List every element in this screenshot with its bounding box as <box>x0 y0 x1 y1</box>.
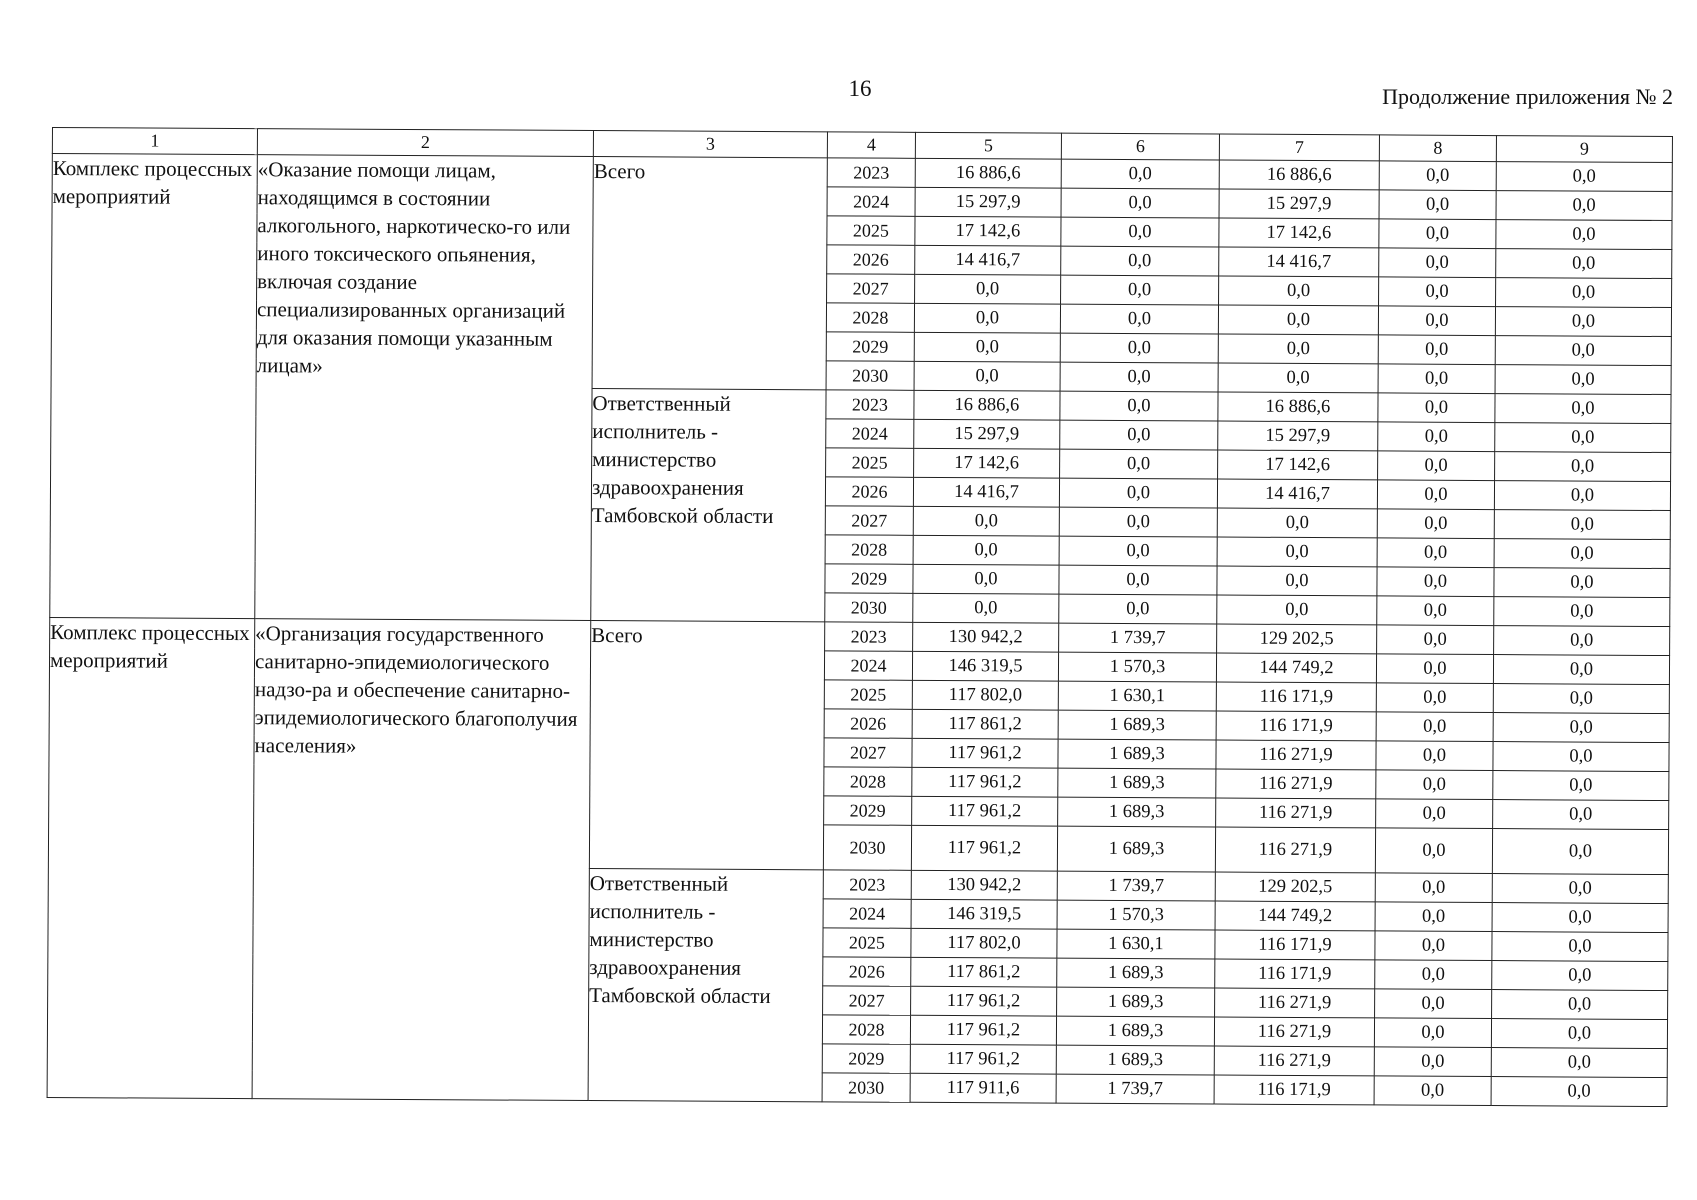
regional-cell: 0,0 <box>1217 537 1377 567</box>
year-cell: 2025 <box>823 928 911 957</box>
regional-cell: 116 171,9 <box>1214 1075 1374 1105</box>
year-cell: 2028 <box>826 303 914 332</box>
regional-cell: 15 297,9 <box>1219 189 1379 219</box>
total-cell: 0,0 <box>913 593 1059 623</box>
year-cell: 2025 <box>827 216 915 245</box>
total-cell: 146 319,5 <box>912 651 1058 681</box>
federal-cell: 1 689,3 <box>1058 768 1216 798</box>
table-body <box>47 154 1672 1107</box>
regional-cell: 0,0 <box>1218 305 1378 335</box>
local-cell: 0,0 <box>1377 509 1494 539</box>
other-cell: 0,0 <box>1493 771 1669 801</box>
federal-cell: 0,0 <box>1059 536 1217 566</box>
total-cell: 17 142,6 <box>914 448 1060 478</box>
federal-cell: 0,0 <box>1060 449 1218 479</box>
other-cell: 0,0 <box>1494 510 1670 540</box>
total-cell: 0,0 <box>913 535 1059 565</box>
federal-cell: 1 689,3 <box>1057 958 1215 988</box>
local-cell: 0,0 <box>1376 741 1493 771</box>
column-number: 2 <box>257 129 593 157</box>
column-number: 1 <box>52 128 257 155</box>
measure-type: Комплекс процессных мероприятий <box>47 617 255 1098</box>
other-cell: 0,0 <box>1494 626 1670 656</box>
local-cell: 0,0 <box>1378 364 1495 394</box>
federal-cell: 0,0 <box>1060 391 1218 421</box>
local-cell: 0,0 <box>1377 625 1494 655</box>
local-cell: 0,0 <box>1377 567 1494 597</box>
other-cell: 0,0 <box>1492 961 1668 991</box>
federal-cell: 1 630,1 <box>1058 681 1216 711</box>
total-cell: 0,0 <box>914 361 1060 391</box>
total-cell: 0,0 <box>914 303 1060 333</box>
federal-cell: 1 689,3 <box>1058 797 1216 827</box>
year-cell: 2028 <box>824 767 912 796</box>
column-number: 6 <box>1061 133 1219 160</box>
other-cell: 0,0 <box>1493 713 1669 743</box>
year-cell: 2027 <box>825 506 913 535</box>
local-cell: 0,0 <box>1375 873 1492 903</box>
total-cell: 0,0 <box>913 564 1059 594</box>
other-cell: 0,0 <box>1494 481 1670 511</box>
total-cell: 0,0 <box>915 274 1061 304</box>
regional-cell: 17 142,6 <box>1218 450 1378 480</box>
federal-cell: 1 689,3 <box>1057 987 1215 1017</box>
total-cell: 14 416,7 <box>913 477 1059 507</box>
page-number: 16 <box>848 76 872 101</box>
year-cell: 2026 <box>827 245 915 274</box>
year-cell: 2026 <box>825 477 913 506</box>
regional-cell: 16 886,6 <box>1218 392 1378 422</box>
total-cell: 117 861,2 <box>912 709 1058 739</box>
year-cell: 2024 <box>823 899 911 928</box>
total-cell: 117 961,2 <box>911 986 1057 1016</box>
regional-cell: 0,0 <box>1217 566 1377 596</box>
other-cell: 0,0 <box>1496 278 1672 308</box>
total-cell: 117 961,2 <box>910 1044 1056 1074</box>
year-cell: 2030 <box>823 825 911 870</box>
federal-cell: 1 739,7 <box>1056 1074 1214 1104</box>
other-cell: 0,0 <box>1495 336 1671 366</box>
other-cell: 0,0 <box>1491 1048 1667 1078</box>
total-cell: 0,0 <box>914 332 1060 362</box>
local-cell: 0,0 <box>1378 335 1495 365</box>
total-cell: 117 961,2 <box>911 825 1057 871</box>
year-cell: 2023 <box>826 390 914 419</box>
local-cell: 0,0 <box>1377 480 1494 510</box>
column-number: 9 <box>1496 136 1672 163</box>
federal-cell: 1 689,3 <box>1057 826 1215 872</box>
local-cell: 0,0 <box>1375 989 1492 1019</box>
year-cell: 2029 <box>826 332 914 361</box>
year-cell: 2023 <box>825 622 913 651</box>
federal-cell: 1 570,3 <box>1057 900 1215 930</box>
federal-cell: 0,0 <box>1060 362 1218 392</box>
local-cell: 0,0 <box>1376 799 1493 829</box>
federal-cell: 0,0 <box>1060 304 1218 334</box>
local-cell: 0,0 <box>1379 161 1496 191</box>
total-cell: 130 942,2 <box>911 870 1057 900</box>
local-cell: 0,0 <box>1374 1047 1491 1077</box>
regional-cell: 17 142,6 <box>1219 218 1379 248</box>
local-cell: 0,0 <box>1375 931 1492 961</box>
regional-cell: 116 271,9 <box>1215 988 1375 1018</box>
year-cell: 2028 <box>825 535 913 564</box>
regional-cell: 16 886,6 <box>1219 160 1379 190</box>
budget-table <box>47 127 1673 1107</box>
federal-cell: 0,0 <box>1060 333 1218 363</box>
year-cell: 2023 <box>827 158 915 187</box>
regional-cell: 116 171,9 <box>1216 711 1376 741</box>
column-number: 8 <box>1379 135 1496 162</box>
year-cell: 2024 <box>824 651 912 680</box>
regional-cell: 116 171,9 <box>1215 959 1375 989</box>
other-cell: 0,0 <box>1491 1077 1667 1107</box>
column-number: 5 <box>915 132 1061 159</box>
other-cell: 0,0 <box>1495 365 1671 395</box>
other-cell: 0,0 <box>1494 568 1670 598</box>
year-cell: 2025 <box>826 448 914 477</box>
other-cell: 0,0 <box>1492 874 1668 904</box>
other-cell: 0,0 <box>1495 452 1671 482</box>
regional-cell: 0,0 <box>1219 276 1379 306</box>
other-cell: 0,0 <box>1494 597 1670 627</box>
regional-cell: 116 271,9 <box>1215 827 1375 873</box>
funding-source: Ответственный исполнитель - министерство здравоохранения Тамбовской области <box>591 389 826 622</box>
continuation-caption: Продолжение приложения № 2 <box>1382 84 1673 109</box>
year-cell: 2027 <box>827 274 915 303</box>
federal-cell: 0,0 <box>1061 159 1219 189</box>
local-cell: 0,0 <box>1374 1018 1491 1048</box>
regional-cell: 116 171,9 <box>1215 930 1375 960</box>
federal-cell: 1 739,7 <box>1057 871 1215 901</box>
local-cell: 0,0 <box>1379 277 1496 307</box>
other-cell: 0,0 <box>1493 684 1669 714</box>
year-cell: 2026 <box>824 709 912 738</box>
funding-source: Ответственный исполнитель - министерство здравоохранения Тамбовской области <box>588 869 823 1102</box>
local-cell: 0,0 <box>1377 538 1494 568</box>
year-cell: 2028 <box>822 1015 910 1044</box>
federal-cell: 1 739,7 <box>1059 623 1217 653</box>
federal-cell: 0,0 <box>1061 188 1219 218</box>
federal-cell: 1 570,3 <box>1058 652 1216 682</box>
column-number: 4 <box>827 132 915 158</box>
federal-cell: 1 689,3 <box>1056 1016 1214 1046</box>
local-cell: 0,0 <box>1376 683 1493 713</box>
year-cell: 2023 <box>823 870 911 899</box>
local-cell: 0,0 <box>1377 596 1494 626</box>
year-cell: 2029 <box>822 1044 910 1073</box>
local-cell: 0,0 <box>1375 960 1492 990</box>
other-cell: 0,0 <box>1496 249 1672 279</box>
other-cell: 0,0 <box>1492 829 1668 875</box>
year-cell: 2030 <box>822 1073 910 1102</box>
total-cell: 117 802,0 <box>912 680 1058 710</box>
year-cell: 2024 <box>826 419 914 448</box>
regional-cell: 129 202,5 <box>1217 624 1377 654</box>
column-number: 3 <box>593 131 827 158</box>
total-cell: 17 142,6 <box>915 216 1061 246</box>
total-cell: 0,0 <box>913 506 1059 536</box>
total-cell: 15 297,9 <box>914 419 1060 449</box>
federal-cell: 1 689,3 <box>1056 1045 1214 1075</box>
total-cell: 117 961,2 <box>912 767 1058 797</box>
regional-cell: 0,0 <box>1218 334 1378 364</box>
year-cell: 2029 <box>825 564 913 593</box>
regional-cell: 14 416,7 <box>1219 247 1379 277</box>
regional-cell: 116 271,9 <box>1214 1046 1374 1076</box>
other-cell: 0,0 <box>1494 539 1670 569</box>
other-cell: 0,0 <box>1496 191 1672 221</box>
total-cell: 15 297,9 <box>915 187 1061 217</box>
regional-cell: 0,0 <box>1218 363 1378 393</box>
other-cell: 0,0 <box>1492 932 1668 962</box>
total-cell: 146 319,5 <box>911 899 1057 929</box>
regional-cell: 15 297,9 <box>1218 421 1378 451</box>
federal-cell: 0,0 <box>1059 478 1217 508</box>
total-cell: 14 416,7 <box>915 245 1061 275</box>
measure-name: «Организация государственного санитарно-эпидемиологического надзо-ра и обеспечение санитарно-эпидемиологического благополучия населения» <box>252 619 591 1101</box>
total-cell: 16 886,6 <box>915 158 1061 188</box>
year-cell: 2025 <box>824 680 912 709</box>
other-cell: 0,0 <box>1496 220 1672 250</box>
year-cell: 2030 <box>826 361 914 390</box>
other-cell: 0,0 <box>1493 742 1669 772</box>
year-cell: 2027 <box>824 738 912 767</box>
local-cell: 0,0 <box>1378 306 1495 336</box>
other-cell: 0,0 <box>1495 423 1671 453</box>
regional-cell: 116 271,9 <box>1216 798 1376 828</box>
regional-cell: 116 171,9 <box>1216 682 1376 712</box>
regional-cell: 0,0 <box>1217 508 1377 538</box>
local-cell: 0,0 <box>1378 451 1495 481</box>
local-cell: 0,0 <box>1379 190 1496 220</box>
local-cell: 0,0 <box>1379 248 1496 278</box>
local-cell: 0,0 <box>1375 828 1492 874</box>
local-cell: 0,0 <box>1376 654 1493 684</box>
local-cell: 0,0 <box>1378 422 1495 452</box>
total-cell: 117 961,2 <box>912 738 1058 768</box>
regional-cell: 116 271,9 <box>1214 1017 1374 1047</box>
year-cell: 2026 <box>823 957 911 986</box>
regional-cell: 129 202,5 <box>1215 872 1375 902</box>
measure-type: Комплекс процессных мероприятий <box>50 154 258 619</box>
total-cell: 117 961,2 <box>912 796 1058 826</box>
local-cell: 0,0 <box>1376 712 1493 742</box>
other-cell: 0,0 <box>1492 903 1668 933</box>
federal-cell: 0,0 <box>1060 420 1218 450</box>
funding-source: Всего <box>589 621 824 870</box>
federal-cell: 1 689,3 <box>1058 739 1216 769</box>
year-cell: 2030 <box>825 593 913 622</box>
other-cell: 0,0 <box>1492 990 1668 1020</box>
federal-cell: 1 689,3 <box>1058 710 1216 740</box>
regional-cell: 144 749,2 <box>1216 653 1376 683</box>
other-cell: 0,0 <box>1493 655 1669 685</box>
regional-cell: 14 416,7 <box>1217 479 1377 509</box>
other-cell: 0,0 <box>1495 307 1671 337</box>
federal-cell: 0,0 <box>1059 594 1217 624</box>
local-cell: 0,0 <box>1378 393 1495 423</box>
year-cell: 2029 <box>824 796 912 825</box>
other-cell: 0,0 <box>1493 800 1669 830</box>
local-cell: 0,0 <box>1376 770 1493 800</box>
local-cell: 0,0 <box>1375 902 1492 932</box>
total-cell: 16 886,6 <box>914 390 1060 420</box>
other-cell: 0,0 <box>1496 162 1672 192</box>
year-cell: 2027 <box>823 986 911 1015</box>
local-cell: 0,0 <box>1379 219 1496 249</box>
local-cell: 0,0 <box>1374 1076 1491 1106</box>
federal-cell: 0,0 <box>1061 217 1219 247</box>
total-cell: 130 942,2 <box>913 622 1059 652</box>
regional-cell: 116 271,9 <box>1216 769 1376 799</box>
federal-cell: 0,0 <box>1061 246 1219 276</box>
regional-cell: 144 749,2 <box>1215 901 1375 931</box>
federal-cell: 0,0 <box>1059 565 1217 595</box>
total-cell: 117 961,2 <box>910 1015 1056 1045</box>
year-cell: 2024 <box>827 187 915 216</box>
federal-cell: 0,0 <box>1059 507 1217 537</box>
column-number: 7 <box>1219 134 1379 161</box>
total-cell: 117 911,6 <box>910 1073 1056 1103</box>
other-cell: 0,0 <box>1495 394 1671 424</box>
other-cell: 0,0 <box>1491 1019 1667 1049</box>
regional-cell: 116 271,9 <box>1216 740 1376 770</box>
total-cell: 117 861,2 <box>911 957 1057 987</box>
federal-cell: 0,0 <box>1061 275 1219 305</box>
regional-cell: 0,0 <box>1217 595 1377 625</box>
funding-source: Всего <box>592 157 827 390</box>
federal-cell: 1 630,1 <box>1057 929 1215 959</box>
total-cell: 117 802,0 <box>911 928 1057 958</box>
measure-name: «Оказание помощи лицам, находящимся в состоянии алкогольного, наркотическо-го или иного токсического опьянения, включая создание специализированных организаций для оказания помощи указанным лицам» <box>255 155 594 621</box>
